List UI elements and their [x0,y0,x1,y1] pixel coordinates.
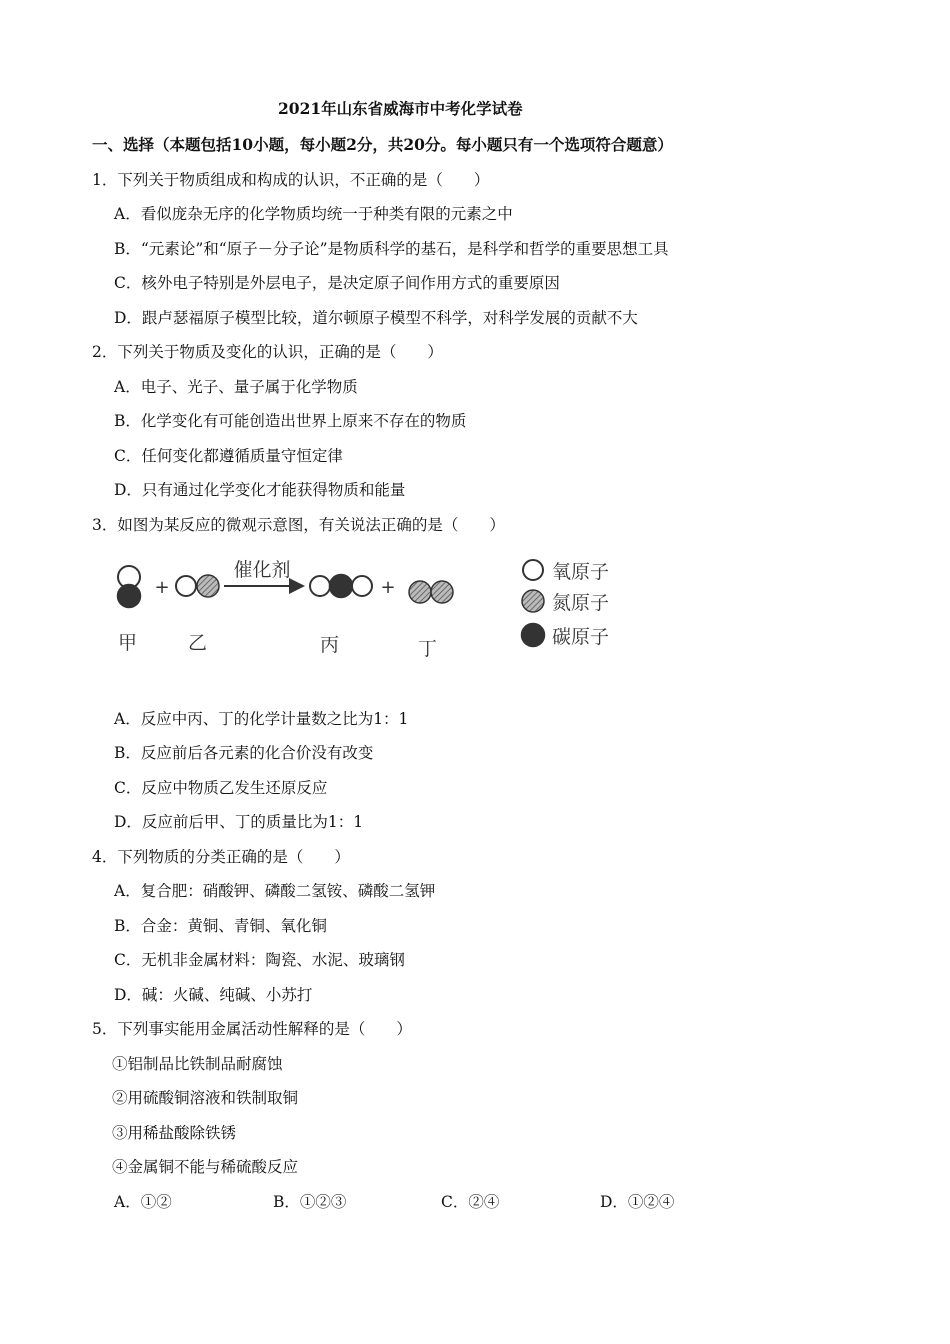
question-2-option-a: A．电子、光子、量子属于化学物质 [114,378,358,396]
label-bing: 丙 [320,634,340,656]
label-yi: 乙 [188,632,208,654]
question-4-stem: 4．下列物质的分类正确的是（ ） [92,848,350,866]
question-3-option-b: B．反应前后各元素的化合价没有改变 [114,744,374,762]
question-4-option-d: D．碱：火碱、纯碱、小苏打 [114,986,313,1004]
question-5-option-c: C．②④ [441,1193,500,1211]
legend-nitrogen-atom-icon [522,590,544,612]
section-heading: 一、选择（本题包括10小题，每小题2分，共20分。每小题只有一个选项符合题意） [92,135,673,154]
question-5-option-a: A．①② [114,1193,172,1211]
label-ding: 丁 [418,638,438,660]
molecule-yi [176,575,219,597]
plus-sign-1: + [154,577,170,598]
question-4-option-c: C．无机非金属材料：陶瓷、水泥、玻璃钢 [114,951,405,969]
question-3-option-d: D．反应前后甲、丁的质量比为1：1 [114,813,364,831]
question-1-option-d: D．跟卢瑟福原子模型比较，道尔顿原子模型不科学，对科学发展的贡献不大 [114,309,638,327]
question-5-option-b: B．①②③ [273,1193,347,1211]
question-5-item-2: ②用硫酸铜溶液和铁制取铜 [112,1089,299,1107]
question-5-stem: 5．下列事实能用金属活动性解释的是（ ） [92,1020,412,1038]
question-2-option-d: D．只有通过化学变化才能获得物质和能量 [114,481,406,499]
question-3-option-a: A．反应中丙、丁的化学计量数之比为1：1 [114,710,409,728]
molecule-bing [310,575,372,598]
legend-carbon-label: 碳原子 [552,626,610,648]
question-1-option-a: A．看似庞杂无序的化学物质均统一于种类有限的元素之中 [114,205,513,223]
legend-oxygen-atom-icon [523,560,543,580]
plus-sign-2: + [380,577,396,598]
catalyst-label: 催化剂 [233,559,291,581]
legend-carbon-atom-icon [522,624,545,647]
question-3-stem: 3．如图为某反应的微观示意图，有关说法正确的是（ ） [92,516,505,534]
label-jia: 甲 [118,632,138,654]
question-2-option-b: B．化学变化有可能创造出世界上原来不存在的物质 [114,412,467,430]
question-1-stem: 1．下列关于物质组成和构成的认识，不正确的是（ ） [92,171,490,189]
question-5-option-d: D．①②④ [600,1193,675,1211]
question-2-option-c: C．任何变化都遵循质量守恒定律 [114,447,343,465]
legend-nitrogen-label: 氮原子 [552,592,610,614]
question-4-option-a: A．复合肥：硝酸钾、磷酸二氢铵、磷酸二氢钾 [114,882,436,900]
question-5-item-1: ①铝制品比铁制品耐腐蚀 [112,1055,283,1073]
question-4-option-b: B．合金：黄铜、青铜、氧化铜 [114,917,327,935]
question-3-option-c: C．反应中物质乙发生还原反应 [114,779,328,797]
question-2-stem: 2．下列关于物质及变化的认识，正确的是（ ） [92,343,443,361]
molecule-jia [118,566,141,608]
legend-oxygen-label: 氧原子 [552,561,610,583]
exam-title: 2021年山东省威海市中考化学试卷 [278,99,523,118]
question-1-option-b: B．“元素论”和“原子－分子论”是物质科学的基石，是科学和哲学的重要思想工具 [114,240,669,258]
question-5-item-3: ③用稀盐酸除铁锈 [112,1124,237,1142]
question-5-item-4: ④金属铜不能与稀硫酸反应 [112,1158,299,1176]
reaction-diagram [100,548,660,668]
molecule-ding [409,581,453,603]
question-1-option-c: C．核外电子特别是外层电子，是决定原子间作用方式的重要原因 [114,274,560,292]
